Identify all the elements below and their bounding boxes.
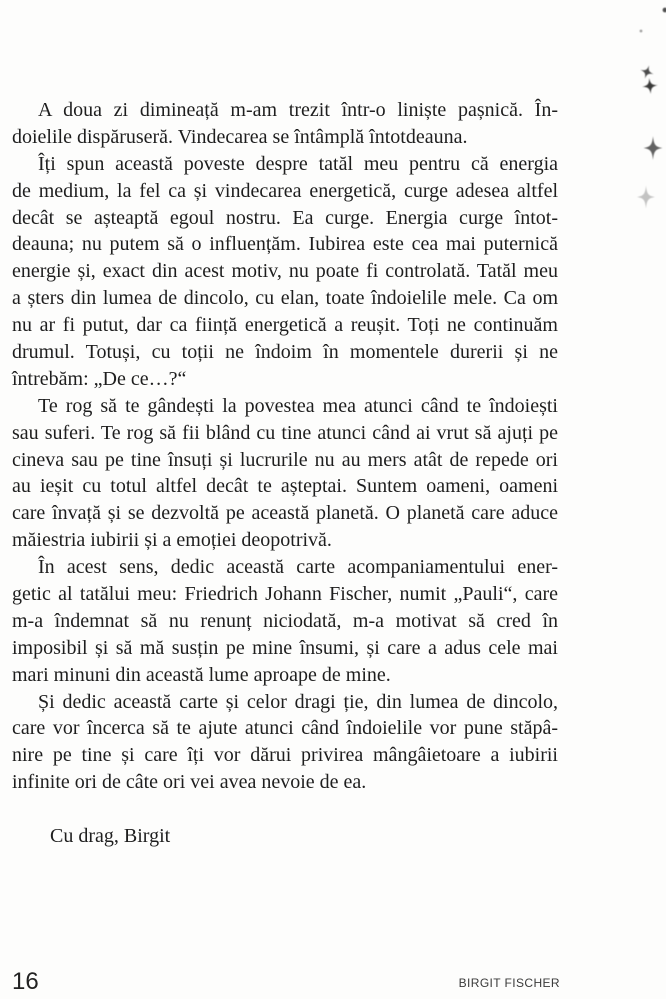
text-line [12, 608, 558, 635]
text-line [12, 258, 558, 285]
text-line [12, 527, 558, 554]
text-line-content: drumul. Totuși, cu toții ne îndoim în momentele durerii și ne [12, 341, 558, 364]
text-line-content: m-a îndemnat să nu renunț niciodată, m-a motivat să cred în [12, 609, 558, 632]
text-line [12, 178, 558, 205]
sparkle-star-icon [644, 136, 663, 160]
text-line [12, 500, 558, 527]
text-line [12, 689, 558, 716]
text-line-content: care învață și se dezvoltă pe această planetă. O planetă care aduce [12, 502, 558, 525]
text-line-content: A doua zi dimineață m-am trezit într-o liniște pașnică. În- [38, 99, 558, 121]
text-line [12, 339, 558, 366]
text-line [12, 420, 558, 447]
text-line-content: sau suferi. Te rog să fii blând cu tine atunci când ai vrut să ajuți pe [12, 421, 558, 444]
text-line [12, 473, 558, 500]
text-line-content: Te rog să te gândești la povestea mea atunci când te îndoiești [38, 394, 558, 417]
text-line [12, 231, 558, 258]
text-line-content: de medium, la fel ca și vindecarea energetică, curge adesea altfel [12, 179, 558, 202]
text-line-content: întrebăm: „De ce…?“ [12, 367, 187, 390]
text-line [12, 124, 558, 151]
text-line-content: nu ar fi putut, dar ca ființă energetică a reușit. Toți ne continuăm [12, 314, 558, 337]
text-line-content: imposibil și să mă susțin pe mine însumi, și care a adus cele mai [12, 636, 558, 659]
text-line-content: infinite ori de câte ori vei avea nevoie de ea. [12, 771, 367, 794]
text-line-content: care vor încerca să te ajute atunci când îndoielile vor pune stăpâ- [12, 717, 558, 740]
running-footer-author: BIRGIT FISCHER [458, 976, 560, 990]
sparkle-star-icon [637, 186, 655, 209]
sparkle-star-icon [638, 63, 656, 81]
sparkle-dot-icon [639, 29, 643, 33]
signature: Cu drag, Birgit [50, 825, 171, 848]
text-line-content: energie și, exact din acest motiv, nu poate fi controlată. Tatăl meu [12, 260, 558, 283]
text-line [12, 742, 558, 769]
text-line [12, 366, 558, 393]
text-line-content: doielile dispăruseră. Vindecarea se întâmplă întotdeauna. [12, 125, 468, 148]
text-line [12, 285, 558, 312]
text-line [12, 393, 558, 420]
text-line-content: nire pe tine și care îți vor dărui privirea mângâietoare a iubirii [12, 744, 558, 767]
sparkle-dot-icon [662, 7, 666, 13]
text-line [12, 151, 558, 178]
text-line-content: În acest sens, dedic această carte acompaniamentului ener- [38, 556, 558, 579]
text-line-content: getic al tatălui meu: Friedrich Johann Fischer, numit „Pauli“, care [12, 583, 558, 606]
text-line-content: mari minuni din această lume aproape de mine. [12, 663, 391, 686]
text-line [12, 662, 558, 689]
page-number: 16 [12, 968, 39, 995]
text-line-content: a șters din lumea de dincolo, cu elan, toate îndoielile mele. Ca om [12, 287, 558, 310]
text-line [12, 635, 558, 662]
text-line-content: Și dedic această carte și celor dragi ție, din lumea de dincolo, [38, 690, 558, 713]
text-line [12, 312, 558, 339]
text-line [12, 205, 558, 232]
text-line [12, 769, 558, 796]
sparkle-star-icon [641, 77, 659, 95]
body-text [12, 97, 558, 850]
text-line [12, 97, 558, 124]
text-line-content: măiestria iubirii și a emoției deopotrivă. [12, 529, 332, 552]
text-line [12, 554, 558, 581]
text-line-content: Îți spun această poveste despre tatăl meu pentru că energia [38, 152, 558, 175]
text-line-content: deauna; nu putem să o influențăm. Iubirea este cea mai puternică [12, 233, 558, 256]
text-line-content: au ieșit cu totul altfel decât te așteptai. Suntem oameni, oameni [12, 475, 558, 498]
text-line [12, 447, 558, 474]
text-line [12, 581, 558, 608]
text-line-content: decât se așteaptă egoul nostru. Ea curge. Energia curge întot- [12, 206, 558, 229]
text-line [12, 715, 558, 742]
text-line-content: cineva sau pe tine însuți și lucrurile nu au mers atât de repede ori [12, 448, 558, 471]
